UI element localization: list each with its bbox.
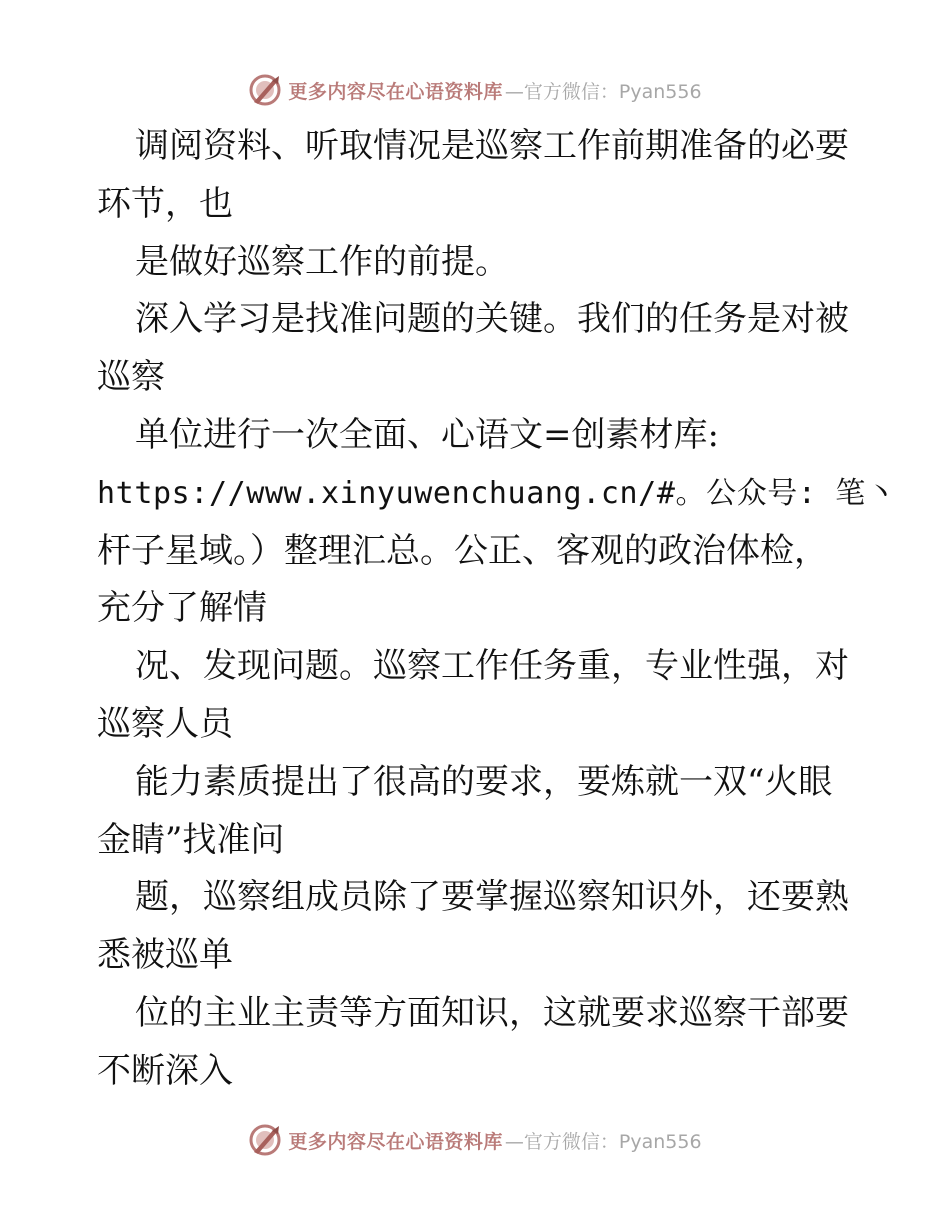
- page-footer-banner: [0, 1120, 950, 1160]
- body-line: 是做好巡察工作的前提。: [135, 241, 509, 282]
- body-line: 调阅资料、听取情况是巡察工作前期准备的必要: [135, 126, 849, 166]
- body-line: 杆子星域。）整理汇总。公正、客观的政治体检，: [97, 530, 828, 571]
- document-body: [97, 118, 897, 1101]
- body-line: 巡察: [97, 357, 165, 398]
- body-line: 充分了解情: [97, 588, 267, 629]
- body-line: 不断深入: [97, 1050, 233, 1091]
- body-line: 环节，也: [97, 183, 233, 224]
- header-contact-text: —官方微信：Pyan556: [504, 80, 702, 103]
- body-line: 题，巡察组成员除了要掌握巡察知识外，还要熟: [135, 877, 849, 918]
- quill-seal-logo-icon: [248, 1123, 282, 1157]
- body-line: 悉被巡单: [97, 935, 233, 976]
- body-line: 位的主业主责等方面知识，这就要求巡察干部要: [135, 992, 849, 1033]
- body-line: 金睛”找准问: [97, 819, 285, 860]
- body-line-url: https://www.xinyuwenchuang.cn/#。公众号: 笔丶: [97, 475, 897, 511]
- body-line: 深入学习是找准问题的关键。我们的任务是对被: [135, 299, 849, 340]
- footer-site-text: 更多内容尽在心语资料库: [288, 1130, 503, 1153]
- footer-contact-text: —官方微信：Pyan556: [504, 1130, 702, 1153]
- body-line: 况、发现问题。巡察工作任务重，专业性强，对: [135, 646, 849, 687]
- page-header-banner: [0, 70, 950, 110]
- body-line: 能力素质提出了很高的要求，要炼就一双“火眼: [135, 761, 833, 802]
- quill-seal-logo-icon: [248, 73, 282, 107]
- body-line: 巡察人员: [97, 703, 233, 744]
- header-site-text: 更多内容尽在心语资料库: [288, 80, 503, 103]
- body-line: 单位进行一次全面、心语文=创素材库:: [135, 414, 719, 455]
